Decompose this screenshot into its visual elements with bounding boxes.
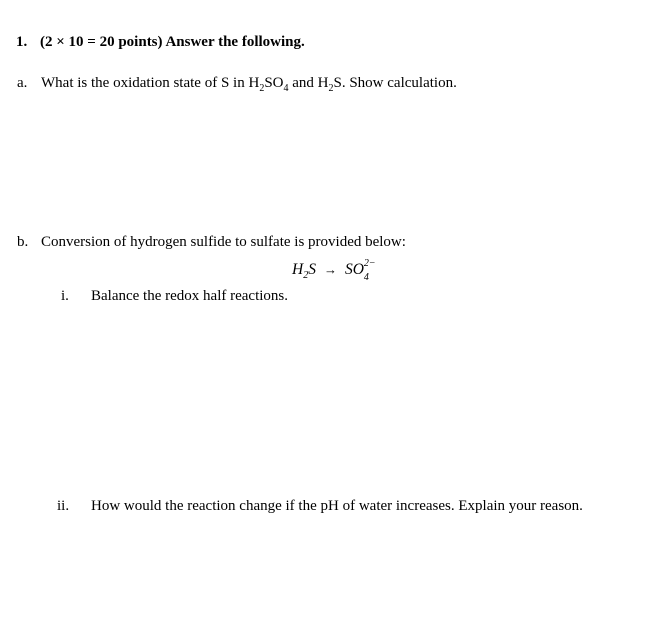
part-b-ii-label: ii.: [57, 498, 70, 514]
part-b-label: b.: [17, 234, 29, 250]
question-number: 1.: [16, 34, 28, 50]
part-b-ii: [57, 497, 583, 515]
part-a: [17, 74, 457, 92]
part-a-label: a.: [17, 75, 28, 91]
part-b-ii-text: How would the reaction change if the pH of water increases. Explain your reason.: [91, 498, 583, 514]
reaction-arrow: →: [323, 262, 337, 277]
question-title: (2 × 10 = 20 points) Answer the following.: [40, 34, 305, 50]
part-b-i: [61, 287, 288, 305]
part-b-i-label: i.: [61, 288, 69, 304]
part-b: [17, 233, 406, 251]
reaction-equation: [292, 258, 376, 283]
reactant-formula: $H_2S$: [292, 261, 316, 282]
product-formula: SO 2− 4: [344, 258, 376, 283]
part-b-question: Conversion of hydrogen sulfide to sulfate is provided below:: [41, 234, 406, 250]
part-b-i-text: Balance the redox half reactions.: [91, 288, 288, 304]
part-a-question: What is the oxidation state of S in $H_2SO_4$ and $H_2S$. Show calculation.: [41, 75, 457, 94]
question-header: [16, 33, 305, 51]
